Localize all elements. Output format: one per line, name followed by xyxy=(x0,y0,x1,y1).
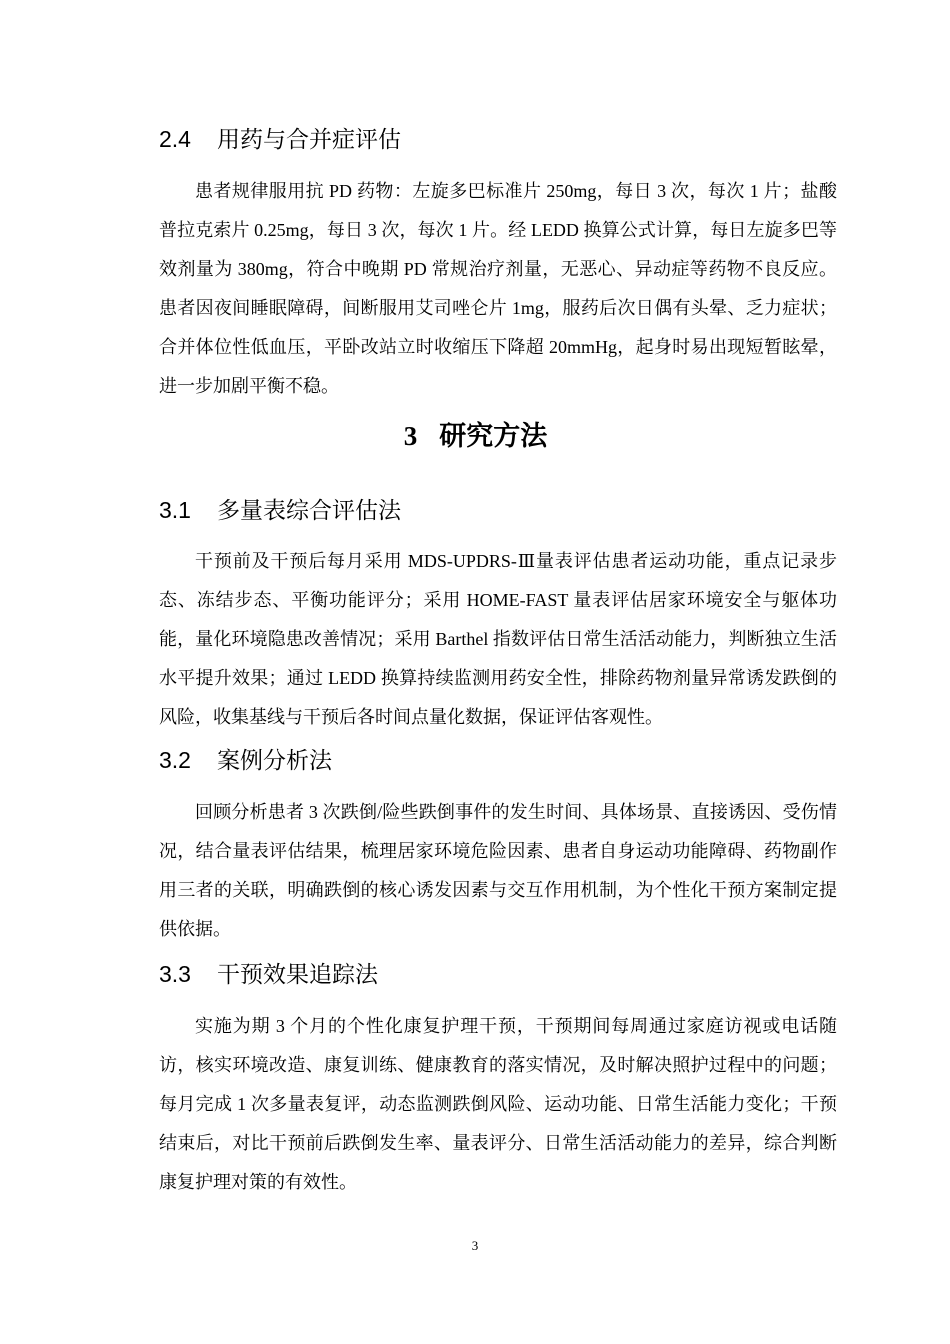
section-heading-2-4 xyxy=(159,125,401,154)
section-heading-3-2 xyxy=(159,746,332,775)
paragraph-multi-scale-assessment: 干预前及干预后每月采用 MDS-UPDRS-Ⅲ量表评估患者运动功能，重点记录步态、冻结步态、平衡功能评分；采用 HOME-FAST 量表评估居家环境安全与躯体功能，量化环境隐患改善情况；采用 Barthel 指数评估日常生活活动能力，判断独立生活水平提升效果；通过 LEDD 换算持续监测用药安全性，排除药物剂量异常诱发跌倒的风险，收集基线与干预后各时间点量化数据，保证评估客观性。 xyxy=(159,551,837,727)
section-title: 干预效果追踪法 xyxy=(217,962,378,988)
section-title: 用药与合并症评估 xyxy=(217,127,401,153)
section-number: 3.3 xyxy=(159,961,191,987)
section-title: 多量表综合评估法 xyxy=(217,498,401,524)
page-number: 3 xyxy=(471,1238,479,1253)
section-number: 2.4 xyxy=(159,126,191,152)
paragraph-effect-tracking: 实施为期 3 个月的个性化康复护理干预，干预期间每周通过家庭访视或电话随访，核实环境改造、康复训练、健康教育的落实情况，及时解决照护过程中的问题；每月完成 1 次多量表复评，动态监测跌倒风险、运动功能、日常生活能力变化；干预结束后，对比干预前后跌倒发生率、量表评分、日常生活活动能力的差异，综合判断康复护理对策的有效性。 xyxy=(159,1016,837,1192)
section-heading-3-1 xyxy=(159,496,401,525)
section-number: 3.2 xyxy=(159,747,191,773)
paragraph-medication-assessment: 患者规律服用抗 PD 药物：左旋多巴标准片 250mg，每日 3 次，每次 1 片；盐酸普拉克索片 0.25mg，每日 3 次，每次 1 片。经 LEDD 换算公式计算，每日左旋多巴等效剂量为 380mg，符合中晚期 PD 常规治疗剂量，无恶心、异动症等药物不良反应。患者因夜间睡眠障碍，间断服用艾司唑仑片 1mg，服药后次日偶有头晕、乏力症状；合并体位性低血压，平卧改站立时收缩压下降超 20mmHg，起身时易出现短暂眩晕，进一步加剧平衡不稳。 xyxy=(159,181,837,396)
chapter-number: 3 xyxy=(403,421,418,451)
section-heading-3-3 xyxy=(159,960,378,989)
section-title: 案例分析法 xyxy=(217,748,332,774)
chapter-title: 研究方法 xyxy=(439,421,548,452)
section-number: 3.1 xyxy=(159,497,191,523)
chapter-heading-3 xyxy=(159,420,792,453)
paragraph-case-analysis: 回顾分析患者 3 次跌倒/险些跌倒事件的发生时间、具体场景、直接诱因、受伤情况，结合量表评估结果，梳理居家环境危险因素、患者自身运动功能障碍、药物副作用三者的关联，明确跌倒的核心诱发因素与交互作用机制，为个性化干预方案制定提供依据。 xyxy=(159,802,837,939)
